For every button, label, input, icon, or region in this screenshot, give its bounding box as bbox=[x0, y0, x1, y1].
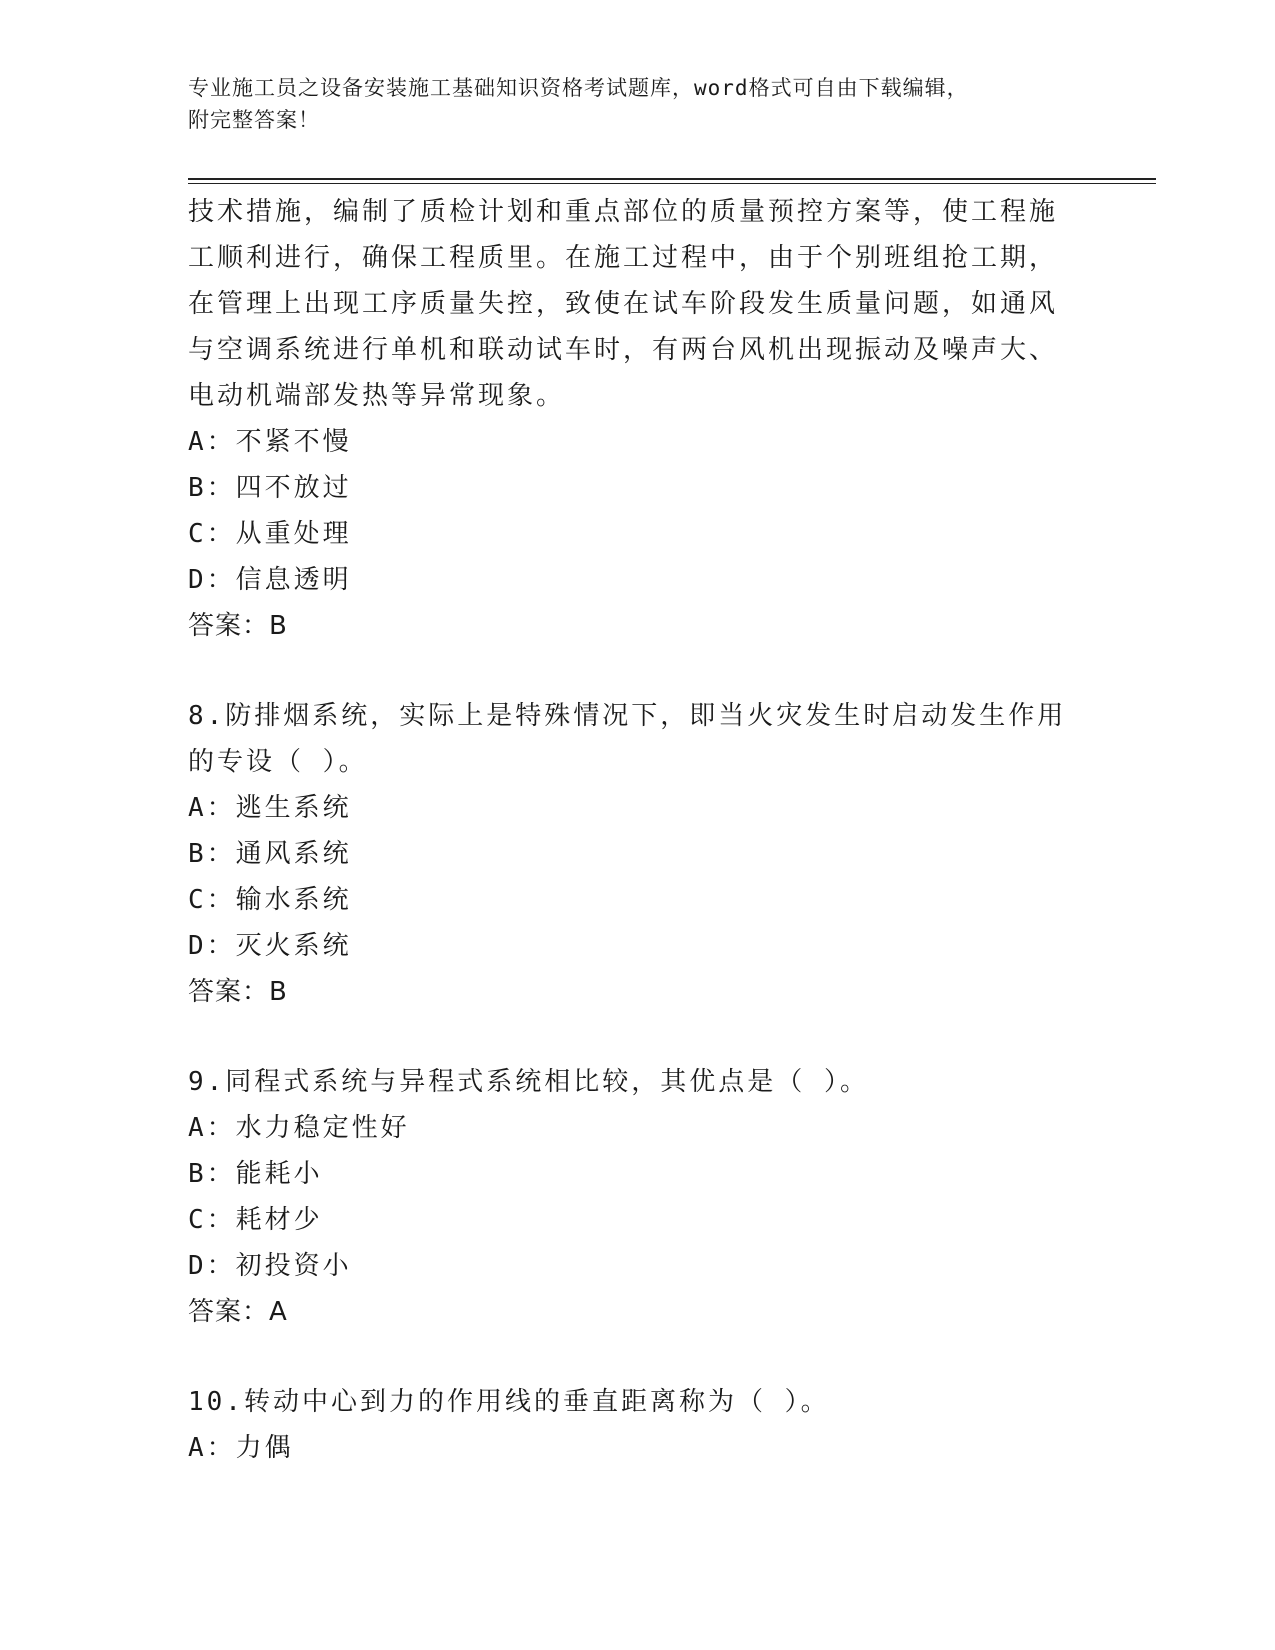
option-d: D：信息透明 bbox=[188, 565, 352, 595]
header-line-1: 专业施工员之设备安装施工基础知识资格考试题库，word格式可自由下载编辑， bbox=[188, 76, 969, 100]
answer-line: 答案：B bbox=[188, 611, 288, 641]
option-b: B：四不放过 bbox=[188, 473, 352, 503]
option-a: A：水力稳定性好 bbox=[188, 1113, 410, 1143]
option-d: D：灭火系统 bbox=[188, 931, 352, 961]
question-10 bbox=[188, 1379, 1088, 1471]
question-gap bbox=[188, 1015, 1088, 1059]
question-gap bbox=[188, 649, 1088, 693]
question-text-line: 工顺利进行，确保工程质里。在施工过程中，由于个别班组抢工期， bbox=[188, 243, 1059, 273]
question-gap bbox=[188, 1335, 1088, 1379]
header-line-2: 附完整答案！ bbox=[188, 108, 320, 132]
header-divider-thick bbox=[188, 178, 1156, 180]
page-header bbox=[188, 72, 1068, 136]
question-text-line: 10.转动中心到力的作用线的垂直距离称为（ ）。 bbox=[188, 1387, 830, 1417]
header-divider-thin bbox=[188, 183, 1156, 184]
question-text-line: 在管理上出现工序质量失控，致使在试车阶段发生质量问题，如通风 bbox=[188, 289, 1059, 319]
question-text-line: 电动机端部发热等异常现象。 bbox=[188, 381, 566, 411]
option-c: C：从重处理 bbox=[188, 519, 352, 549]
option-c: C：耗材少 bbox=[188, 1205, 323, 1235]
option-d: D：初投资小 bbox=[188, 1251, 352, 1281]
question-text-line: 8.防排烟系统，实际上是特殊情况下，即当火灾发生时启动发生作用 bbox=[188, 701, 1067, 731]
option-b: B：能耗小 bbox=[188, 1159, 323, 1189]
question-text-line: 与空调系统进行单机和联动试车时，有两台风机出现振动及噪声大、 bbox=[188, 335, 1059, 365]
option-c: C：输水系统 bbox=[188, 885, 352, 915]
answer-line: 答案：A bbox=[188, 1297, 288, 1327]
option-b: B：通风系统 bbox=[188, 839, 352, 869]
question-text-line: 9.同程式系统与异程式系统相比较，其优点是（ ）。 bbox=[188, 1067, 869, 1097]
question-7 bbox=[188, 189, 1088, 649]
question-8 bbox=[188, 693, 1088, 1015]
question-text-line: 技术措施，编制了质检计划和重点部位的质量预控方案等，使工程施 bbox=[188, 197, 1059, 227]
option-a: A：逃生系统 bbox=[188, 793, 352, 823]
option-a: A：不紧不慢 bbox=[188, 427, 352, 457]
question-text-line: 的专设（ ）。 bbox=[188, 747, 368, 777]
question-9 bbox=[188, 1059, 1088, 1335]
question-list bbox=[188, 189, 1088, 1471]
answer-line: 答案：B bbox=[188, 977, 288, 1007]
option-a: A：力偶 bbox=[188, 1433, 294, 1463]
